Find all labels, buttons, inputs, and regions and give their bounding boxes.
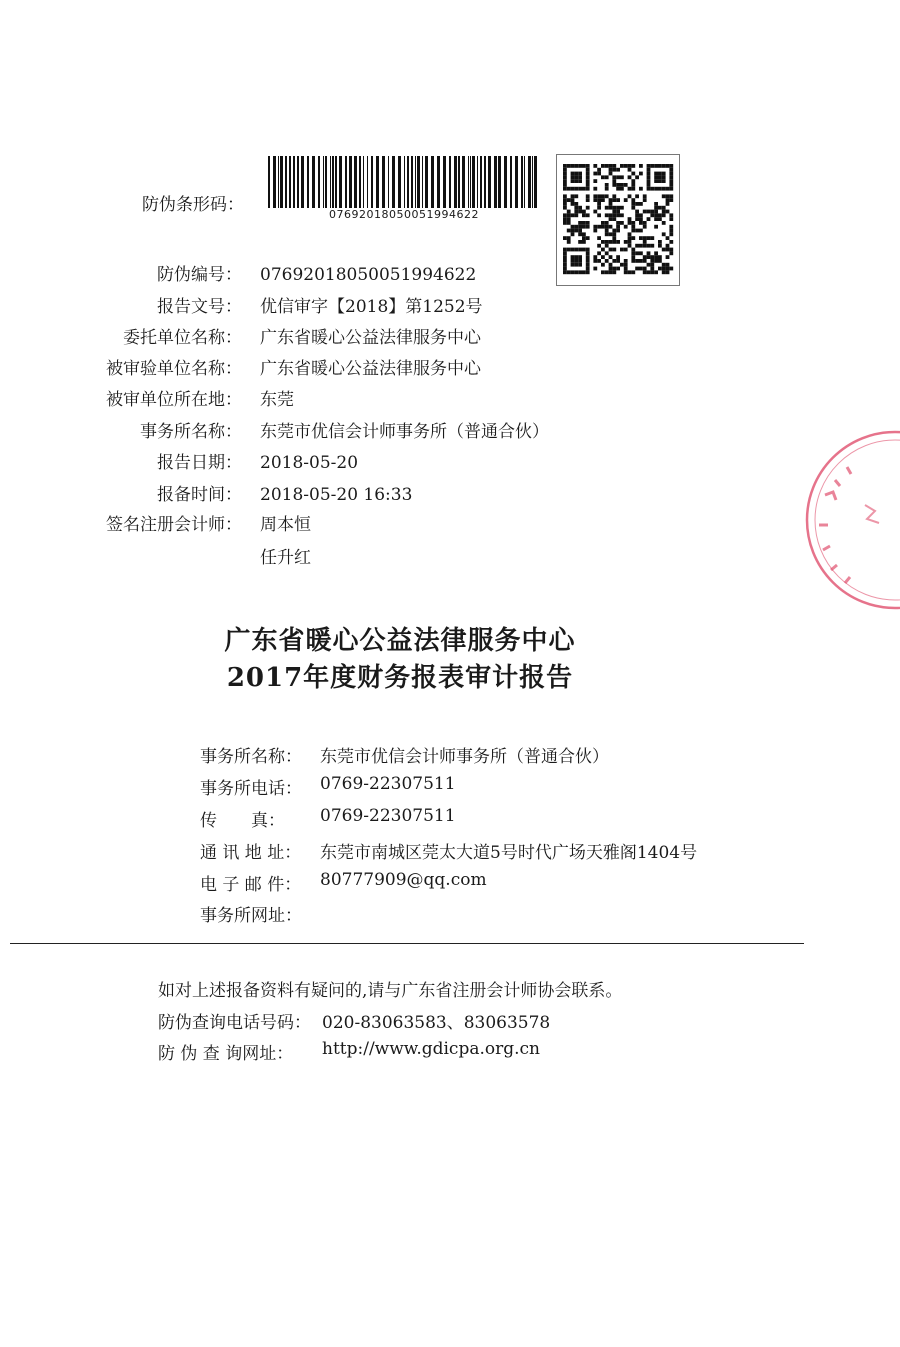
report-info-value: 广东省暖心公益法律服务中心 — [260, 359, 481, 379]
firm-info-label: 通 讯 地 址： — [200, 843, 302, 863]
firm-info-value: 东莞市优信会计师事务所（普通合伙） — [320, 747, 609, 767]
divider-line — [10, 943, 804, 944]
firm-info-value: 0769-22307511 — [320, 806, 456, 826]
firm-info-value: 0769-22307511 — [320, 774, 456, 794]
report-info-value: 周本恒 — [260, 515, 311, 535]
official-seal-stamp — [795, 425, 900, 615]
footer-phone-value: 020-83063583、83063578 — [322, 1013, 551, 1033]
barcode-label: 防伪条形码： — [142, 195, 244, 215]
report-info-value: 优信审字【2018】第1252号 — [260, 297, 483, 317]
barcode-image — [268, 156, 540, 208]
footer-web-value[interactable]: http://www.gdicpa.org.cn — [322, 1039, 540, 1059]
report-info-label: 委托单位名称： — [123, 328, 242, 348]
report-info-value: 任升红 — [260, 548, 311, 568]
report-title-line1: 广东省暖心公益法律服务中心 — [224, 626, 576, 656]
firm-info-label: 事务所网址： — [200, 906, 302, 926]
footer-web-label: 防 伪 查 询网址： — [158, 1044, 294, 1064]
firm-info-label: 传 真： — [200, 811, 285, 831]
firm-info-label: 事务所电话： — [200, 779, 302, 799]
report-info-label: 报告日期： — [157, 453, 242, 473]
report-info-value: 东莞市优信会计师事务所（普通合伙） — [260, 422, 549, 442]
report-info-value: 2018-05-20 — [260, 453, 359, 473]
firm-info-value: 80777909@qq.com — [320, 870, 487, 890]
footer-notice: 如对上述报备资料有疑问的,请与广东省注册会计师协会联系。 — [158, 981, 623, 1001]
report-info-label: 事务所名称： — [140, 422, 242, 442]
qr-code-image — [556, 154, 680, 286]
report-info-label: 被审验单位名称： — [106, 359, 242, 379]
report-info-value: 2018-05-20 16:33 — [260, 485, 413, 505]
report-info-label: 报备时间： — [157, 485, 242, 505]
firm-info-label: 电 子 邮 件： — [200, 875, 302, 895]
report-info-value: 广东省暖心公益法律服务中心 — [260, 328, 481, 348]
report-info-label: 被审单位所在地： — [106, 390, 242, 410]
report-info-label: 签名注册会计师： — [106, 515, 242, 535]
report-title-line2: 2017年度财务报表审计报告 — [226, 663, 574, 693]
firm-info-value: 东莞市南城区莞太大道5号时代广场天雅阁1404号 — [320, 843, 698, 863]
report-info-value: 07692018050051994622 — [260, 265, 477, 285]
barcode-number: 07692018050051994622 — [329, 208, 479, 221]
report-info-value: 东莞 — [260, 390, 294, 410]
firm-info-label: 事务所名称： — [200, 747, 302, 767]
report-info-label: 防伪编号： — [157, 265, 242, 285]
footer-phone-label: 防伪查询电话号码： — [158, 1013, 311, 1033]
report-info-label: 报告文号： — [157, 297, 242, 317]
